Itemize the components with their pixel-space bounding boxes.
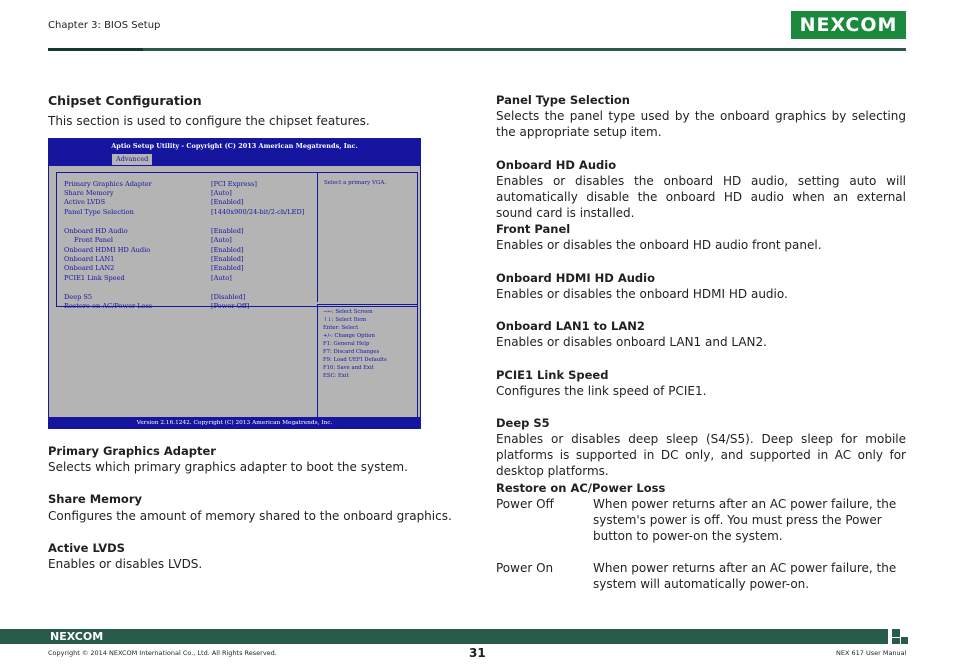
bios-row-value[interactable]: [Auto] (211, 189, 232, 197)
option-name: Power On (496, 561, 554, 575)
chapter-title: Chapter 3: BIOS Setup (48, 20, 161, 31)
footer-square-icon (892, 638, 900, 644)
bios-screen (48, 138, 421, 429)
bios-row-label[interactable]: Onboard HD Audio (64, 227, 128, 235)
bios-row-label[interactable]: Deep S5 (64, 293, 93, 301)
option-name: Power Off (496, 497, 554, 511)
bios-row-value[interactable]: [PCI Express] (211, 180, 257, 188)
bios-key-hint: →←: Select Screen (323, 309, 373, 315)
bios-row-label[interactable]: PCIE1 Link Speed (64, 274, 125, 282)
item-title: Primary Graphics Adapter (48, 444, 216, 458)
bios-row-value[interactable]: [Disabled] (211, 293, 246, 301)
section-intro: This section is used to configure the chipset features. (48, 114, 370, 128)
item-title: Panel Type Selection (496, 93, 630, 107)
bios-key-hint: Enter: Select (323, 325, 359, 331)
bios-row-label[interactable]: Onboard LAN1 (64, 255, 115, 263)
copyright: Copyright © 2014 NEXCOM International Co., Ltd. All Rights Reserved. (48, 649, 277, 657)
bios-footer: Version 2.16.1242. Copyright (C) 2013 American Megatrends, Inc. (49, 417, 420, 429)
item-desc: Enables or disables deep sleep (S4/S5). Deep sleep for mobile platforms is supported in DC only, and supported in AC only for desktop platforms. (496, 432, 906, 478)
bios-key-hint: ↑↓: Select Item (323, 317, 367, 323)
bios-row-value[interactable]: [Enabled] (211, 198, 244, 206)
header-divider (48, 48, 906, 51)
item-desc: Configures the amount of memory shared to the onboard graphics. (48, 509, 452, 523)
bios-row-value[interactable]: [Auto] (211, 274, 232, 282)
item-desc: Selects which primary graphics adapter to boot the system. (48, 460, 408, 474)
bios-key-hint: F10: Save and Exit (323, 365, 374, 371)
bios-key-hint: F7: Discard Changes (323, 349, 380, 355)
bios-row-label[interactable]: Restore on AC/Power Loss (64, 302, 153, 310)
item-title: PCIE1 Link Speed (496, 368, 609, 382)
bios-key-hint: F9: Load UEFI Defaults (323, 357, 387, 363)
bios-row-label[interactable]: Active LVDS (64, 198, 106, 206)
option-desc: When power returns after an AC power failure, the system's power is off. You must press the Power button to power-on the system. (593, 497, 897, 543)
bios-tab-advanced[interactable]: Advanced (112, 154, 152, 165)
item-title: Active LVDS (48, 541, 125, 555)
item-desc: Enables or disables onboard LAN1 and LAN2. (496, 335, 767, 349)
bios-tabbar (49, 153, 420, 166)
bios-row-label[interactable]: Share Memory (64, 189, 114, 197)
bios-row-value[interactable]: [Enabled] (211, 255, 244, 263)
option-desc: When power returns after an AC power failure, the system will automatically power-on. (593, 561, 897, 591)
footer-logo: NEXCOM (50, 630, 104, 643)
item-desc: Enables or disables the onboard HDMI HD audio. (496, 287, 788, 301)
manual-title: NEX 617 User Manual (836, 649, 907, 657)
bios-row-label[interactable]: Onboard LAN2 (64, 264, 115, 272)
bios-row-label[interactable]: Onboard HDMI HD Audio (64, 246, 151, 254)
item-title: Onboard HD Audio (496, 158, 617, 172)
bios-row-label[interactable]: Front Panel (74, 236, 114, 244)
footer-square-icon (901, 637, 908, 644)
bios-help-panel (317, 172, 417, 302)
bios-key-hint: +/-: Change Option (323, 333, 375, 339)
bios-row-value[interactable]: [1440x900/24-bit/2-ch/LED] (211, 208, 305, 216)
bios-key-hint: F1: General Help (323, 341, 370, 347)
footer-bar (0, 629, 888, 644)
nexcom-logo: NEXCOM (791, 11, 906, 39)
bios-row-value[interactable]: [Enabled] (211, 246, 244, 254)
bios-row-value[interactable]: [Power Off] (211, 302, 250, 310)
header-divider-accent (48, 48, 143, 51)
item-title: Deep S5 (496, 416, 550, 430)
footer-square-icon (892, 629, 900, 637)
page-number: 31 (469, 646, 486, 660)
bios-row-value[interactable]: [Enabled] (211, 264, 244, 272)
bios-row-value[interactable]: [Enabled] (211, 227, 244, 235)
bios-help-text: Select a primary VGA. (324, 180, 387, 186)
item-desc: Selects the panel type used by the onboard graphics by selecting the appropriate setup item. (496, 109, 906, 139)
bios-key-hint: ESC: Exit (323, 373, 349, 379)
item-title: Restore on AC/Power Loss (496, 481, 666, 495)
item-title: Onboard HDMI HD Audio (496, 271, 655, 285)
bios-row-value[interactable]: [Auto] (211, 236, 232, 244)
item-desc: Enables or disables LVDS. (48, 557, 203, 571)
bios-row-label[interactable]: Panel Type Selection (64, 208, 134, 216)
item-desc: Configures the link speed of PCIE1. (496, 384, 707, 398)
item-desc: Enables or disables the onboard HD audio front panel. (496, 238, 822, 252)
item-desc: Enables or disables the onboard HD audio, setting auto will automatically disable the onboard HD audio when an external sound card is installed. (496, 174, 906, 220)
item-title: Onboard LAN1 to LAN2 (496, 319, 645, 333)
bios-row-label[interactable]: Primary Graphics Adapter (64, 180, 152, 188)
item-title: Share Memory (48, 492, 142, 506)
bios-title: Aptio Setup Utility - Copyright (C) 2013 American Megatrends, Inc. (49, 139, 420, 153)
section-title: Chipset Configuration (48, 93, 202, 108)
item-title: Front Panel (496, 222, 571, 236)
